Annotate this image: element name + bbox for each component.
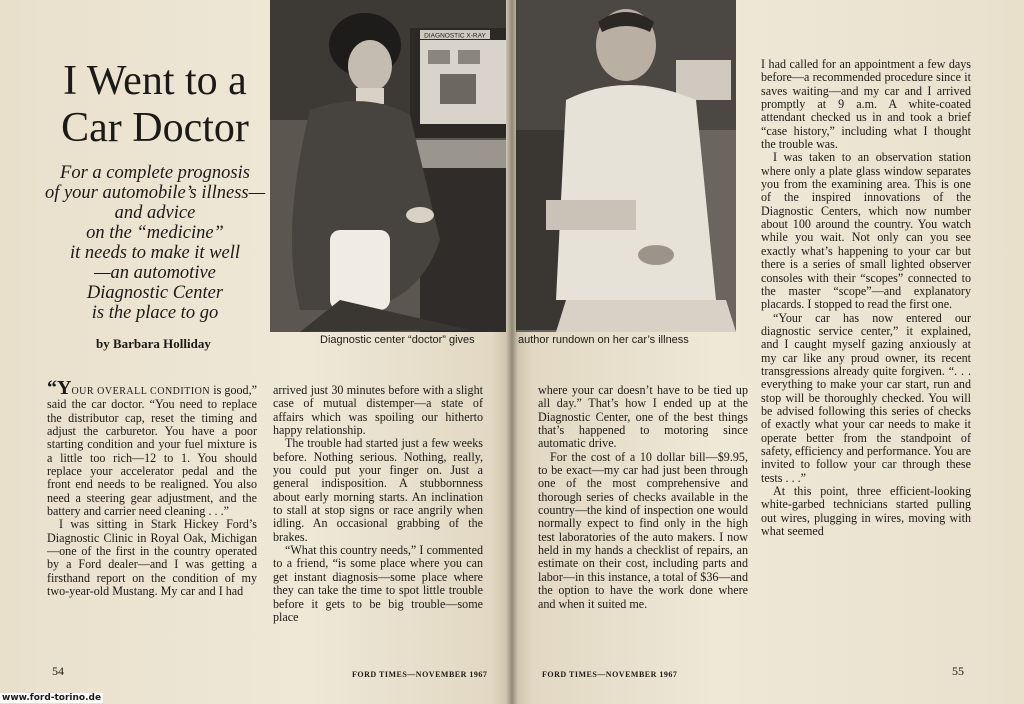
article-deck [38, 163, 272, 323]
deck-line: Diagnostic Center [86, 283, 224, 303]
column-3 [538, 384, 748, 611]
deck-line: —an automotive [94, 263, 216, 283]
book-spine-shadow [506, 0, 518, 704]
column-1 [47, 377, 257, 599]
paragraph [47, 377, 257, 519]
smallcaps-lead: OUR OVERALL CONDITION [71, 386, 211, 397]
column-2 [273, 384, 483, 624]
deck-line: on the “medicine” [86, 223, 224, 243]
footer-left: FORD TIMES—NOVEMBER 1967 [352, 670, 488, 679]
photo-caption-right: author rundown on her car’s illness [518, 334, 689, 346]
deck-line: For a complete prognosis [60, 163, 250, 183]
page-number-right: 55 [952, 664, 964, 678]
footer-right: FORD TIMES—NOVEMBER 1967 [542, 670, 678, 679]
photo-illustration-right [516, 0, 736, 332]
photo-illustration-left [270, 0, 506, 332]
console-sign-text: DIAGNOSTIC X-RAY [424, 32, 486, 40]
column-4 [761, 58, 971, 538]
paragraph: The trouble had started just a few weeks before. Nothing serious. Nothing, really, you could put your finger on. Just a general indisposition. A stubbornness about early morning starts. An inclination to stall at stop signs or race angrily when idling. An occasional grabbing of the brakes. [273, 436, 483, 544]
photo-caption-left: Diagnostic center “doctor” gives [320, 334, 475, 346]
paragraph: “What this country needs,” I commented to a friend, “is some place where you can get instant diagnosis—some place where they can take the time to spot little trouble before it gets to be big trouble—some place [273, 543, 483, 624]
deck-line: is the place to go [91, 303, 219, 323]
paragraph: arrived just 30 minutes before with a slight case of mutual distemper—a state of affairs which was spoiling our hitherto happy relationship. [273, 383, 483, 438]
drop-cap: “Y [47, 377, 72, 399]
page-number-left: 54 [52, 664, 64, 678]
paragraph: where your car doesn’t have to be tied up all day.” That’s how I ended up at the Diagnostic Center, one of the best things that’s happened to motoring since automatic drive. [538, 383, 748, 451]
article-title: I Went to a Car Doctor [61, 58, 249, 151]
paragraph: “Your car has now entered our diagnostic service center,” it explained, and I caught myself gazing anxiously at my car like any proud owner, its recent transgressions already quite forgiven. “. . . everything to make your car start, run and stop will be thoroughly checked. You will be advised following this series of checks of exactly what your car needs to make it operate better from the standpoint of safety, efficiency and performance. You are invited to follow your car through these tests . . .” [761, 310, 971, 485]
photo-right-technician [516, 0, 736, 332]
paragraph: At this point, three efficient-looking white-garbed technicians started pulling out wires, plugging in wires, moving with what seemed [761, 484, 971, 539]
deck-line: it needs to make it well [69, 243, 241, 263]
deck-line: and advice [114, 203, 196, 223]
deck-line: of your automobile’s illness— [44, 183, 266, 203]
photo-left-woman-at-console [270, 0, 506, 332]
right-page [512, 0, 1024, 704]
paragraph: I had called for an appointment a few days before—a recommended procedure since it saves waiting—and my car and I arrived promptly at 9 a.m. A white-coated attendant checked us in and took a brief “case history,” including what I thought the trouble was. [761, 57, 971, 152]
byline: by Barbara Holliday [96, 336, 211, 351]
paragraph: I was taken to an observation station where only a plate glass window separates you from the examining area. This is one of the inspired innovations of the Diagnostic Centers, which now number about 100 around the country. You watch while you wait. Not only can you see exactly what’s happening to your car but there is a series of small lighted observer consoles with their “scopes” connected to the master “scope”—and explanatory placards. I stopped to read the first one. [761, 150, 971, 312]
watermark: www.ford-torino.de [2, 693, 102, 703]
paragraph: I was sitting in Stark Hickey Ford’s Diagnostic Clinic in Royal Oak, Michigan—one of the first in the country operated by a Ford dealer—and I was getting a firsthand report on the condition of my two-year-old Mustang. My car and I had [47, 517, 257, 599]
paragraph-text: is good,” said the car doctor. “You need to replace the distributor cap, reset the timing and adjust the carburetor. You have a poor starting condition and your fuel mixture is a little too rich—12 to 1. You should replace your accelerator pedal and the front end needs to be realigned. You also need a steering gear adjustment, and the battery and carrier need cleaning . . .” [47, 383, 257, 519]
paragraph: For the cost of a 10 dollar bill—$9.95, to be exact—my car had just been through one of the most comprehensive and thorough series of checks available in the country—the kind of inspection one would normally expect to find only in the high test laboratories of the auto makers. I now held in my hands a checklist of repairs, an estimate on their cost, including parts and labor—in this instance, a total of $36—and the option to have the work done where and when it suited me. [538, 449, 748, 611]
